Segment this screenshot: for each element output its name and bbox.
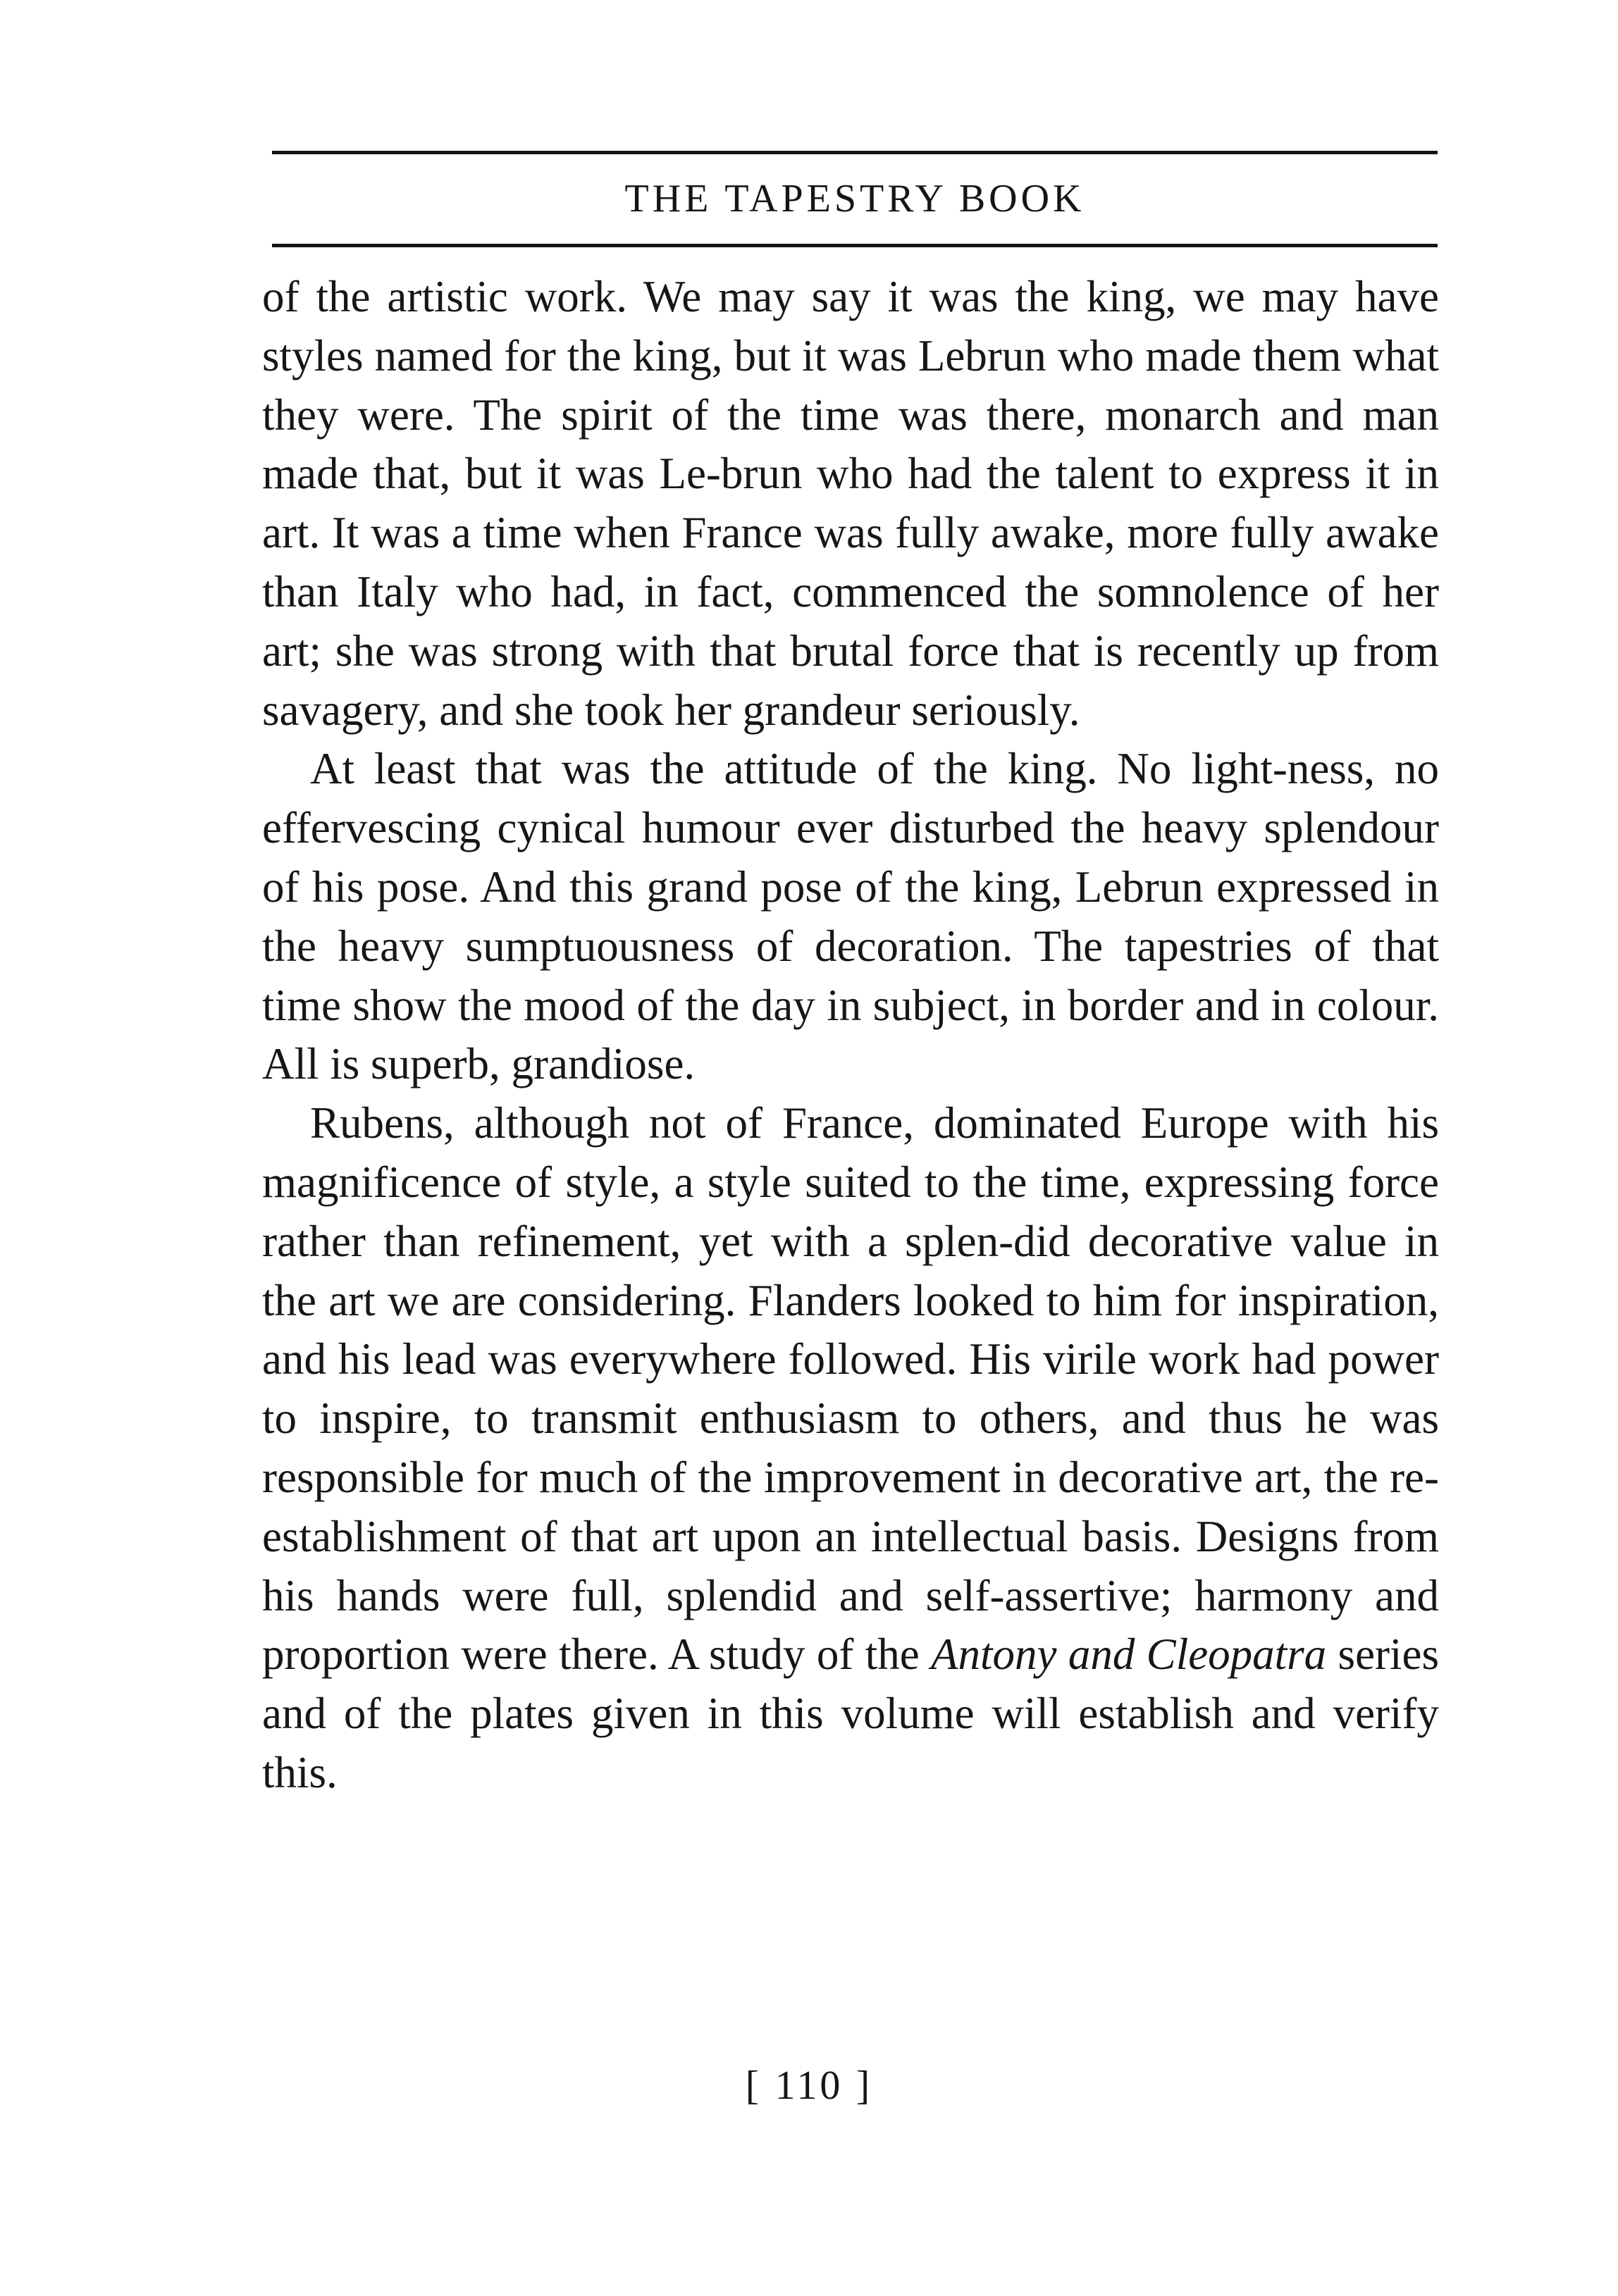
paragraph-3-text-before-title: Rubens, although not of France, dominated Europe with his magnificence of style, a style suited to the time, expressing force rather than refinement, yet with a splen-did decorative value in the art we are considering. Flanders looked to him for inspiration, and his lead was everywhere followed. His virile work had power to inspire, to transmit enthusiasm to others, and thus he was responsible for much of the improvement in decorative art, the re-establishment of that art upon an intellectual basis. Designs from his hands were full, splendid and self-assertive; harmony and proportion were there. A study of the (262, 1098, 1439, 1680)
header-top-rule (272, 151, 1438, 154)
tapestry-series-title: Antony and Cleopatra (931, 1630, 1327, 1680)
header-bottom-rule (272, 244, 1438, 247)
paragraph-3-text-after-title: series and of the plates given in this volume will establish and verify this. (262, 1630, 1439, 1797)
running-head: THE TAPESTRY BOOK (624, 177, 1085, 221)
body-text (262, 268, 1439, 1803)
paragraph-3 (262, 1094, 1439, 1803)
paragraph-2: At least that was the attitude of the king. No light-ness, no effervescing cynical humour ever disturbed the heavy splendour of his pose. And this grand pose of the king, Lebrun expressed in the heavy sumptuousness of decoration. The tapestries of that time show the mood of the day in subject, in border and in colour. All is superb, grandiose. (262, 744, 1439, 1089)
page-number: [ 110 ] (745, 2062, 873, 2108)
paragraph-1: of the artistic work. We may say it was the king, we may have styles named for the king, but it was Lebrun who made them what they were. The spirit of the time was there, monarch and man made that, but it was Le-brun who had the talent to express it in art. It was a time when France was fully awake, more fully awake than Italy who had, in fact, commenced the somnolence of her art; she was strong with that brutal force that is recently up from savagery, and she took her grandeur seriously. (262, 272, 1439, 735)
